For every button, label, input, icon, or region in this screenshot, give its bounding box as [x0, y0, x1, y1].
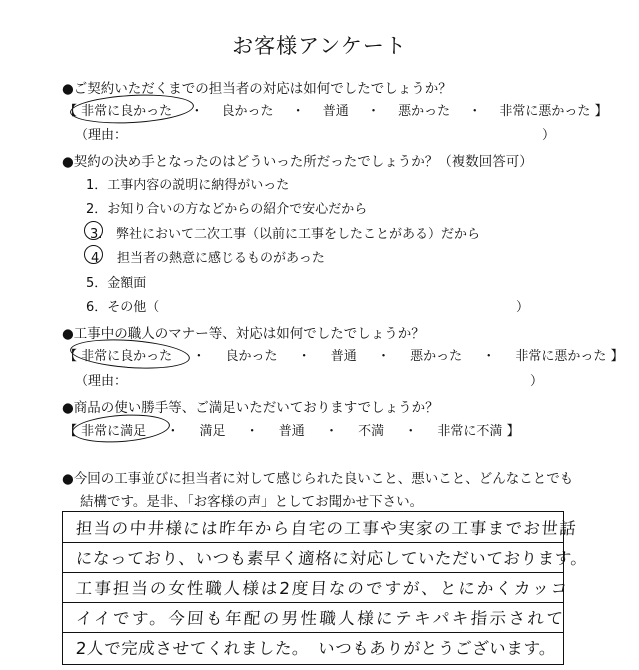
comment-line-3: 工事担当の女性職人様は2度目なのですが、とにかくカッコ	[75, 579, 570, 598]
q3-option-normal: 普通	[330, 349, 357, 364]
item-text: その他（	[107, 300, 160, 315]
q4-option-normal: 普通	[278, 424, 305, 439]
bracket-close: 】	[610, 349, 624, 364]
q2-item-3-circle	[84, 221, 103, 240]
item-number: 2．	[86, 202, 108, 217]
q2-item-1	[86, 174, 289, 193]
ruled-line	[63, 542, 563, 543]
q2-item-2	[86, 198, 367, 217]
q1-option-normal: 普通	[322, 104, 349, 119]
q2-item-4-circle	[84, 245, 103, 264]
question-4: ●商品の使い勝手等、ご満足いただいておりますでしょうか？	[62, 400, 439, 416]
item-text: お知り合いの方などからの紹介で安心だから	[107, 202, 368, 217]
question-5-line-1: ●今回の工事並びに担当者に対して感じられた良いこと、悪いこと、どんなことでも	[62, 471, 574, 487]
ruled-line	[63, 572, 563, 573]
bracket-open: 【	[64, 104, 78, 119]
item-text: 金額面	[107, 276, 147, 291]
q2-item-6	[86, 296, 159, 315]
q4-option-very-dissatisfied: 非常に不満	[437, 424, 503, 439]
separator: ・	[166, 424, 180, 439]
bracket-open: 【	[64, 424, 78, 439]
q1-option-bad: 悪かった	[398, 104, 451, 119]
q4-option-satisfied: 満足	[199, 424, 226, 439]
q4-option-dissatisfied: 不満	[358, 424, 385, 439]
separator: ・	[468, 104, 482, 119]
bracket-close: 】	[594, 104, 608, 119]
item-number: 6．	[86, 300, 108, 315]
q4-option-very-satisfied: 非常に満足	[81, 424, 147, 439]
separator: ・	[404, 424, 418, 439]
separator: ・	[482, 349, 496, 364]
q1-reason-label: （理由：	[75, 128, 128, 143]
q1-option-very-good: 非常に良かった	[81, 104, 173, 119]
q2-item-4	[86, 247, 325, 266]
question-3: ●工事中の職人のマナー等、対応は如何でしたでしょうか？	[62, 326, 425, 342]
separator: ・	[366, 104, 380, 119]
q1-option-very-bad: 非常に悪かった	[499, 104, 591, 119]
item-text: 工事内容の説明に納得がいった	[107, 178, 290, 193]
q1-reason-close: ）	[542, 128, 556, 143]
q3-option-bad: 悪かった	[410, 349, 463, 364]
bracket-open: 【	[64, 349, 78, 364]
separator: ・	[376, 349, 390, 364]
separator: ・	[190, 104, 204, 119]
q3-option-very-good: 非常に良かった	[81, 349, 173, 364]
page-title: お客様アンケート	[232, 34, 407, 58]
q3-reason-label: （理由：	[75, 374, 128, 389]
bracket-close: 】	[506, 424, 520, 439]
q3-option-very-bad: 非常に悪かった	[515, 349, 607, 364]
ruled-line	[63, 602, 563, 603]
item-text: 弊社において二次工事（以前に工事をしたことがある）だから	[116, 227, 481, 242]
q2-item-5	[86, 272, 146, 291]
separator: ・	[324, 424, 338, 439]
q3-option-good: 良かった	[225, 349, 278, 364]
separator: ・	[192, 349, 206, 364]
q1-option-good: 良かった	[221, 104, 274, 119]
separator: ・	[245, 424, 259, 439]
comment-line-5: 2人で完成させてくれました。 いつもありがとうございます。	[75, 639, 557, 658]
q3-reason-close: ）	[530, 374, 544, 389]
q4-selection-circle	[71, 412, 171, 446]
question-2: ●契約の決め手となったのはどういった所だったでしょうか？（複数回答可）	[62, 154, 533, 170]
item-number: 1．	[86, 178, 108, 193]
ruled-line	[63, 632, 563, 633]
question-1: ●ご契約いただくまでの担当者の対応は如何でしたでしょうか？	[62, 81, 452, 97]
item-number: 5．	[86, 276, 108, 291]
comment-line-2: になっており、いつも素早く適格に対応していただいております。	[75, 549, 589, 568]
item-text: 担当者の熱意に感じるものがあった	[117, 251, 325, 266]
question-5-line-2: 結構です。是非、「お客様の声」としてお聞かせ下さい。	[80, 494, 424, 510]
comment-line-4: イイです。今回も年配の男性職人様にテキパキ指示されて	[75, 609, 566, 628]
item-number: 4	[91, 251, 100, 266]
separator: ・	[291, 104, 305, 119]
q2-other-close: ）	[516, 300, 530, 315]
separator: ・	[297, 349, 311, 364]
item-number: 3.	[90, 227, 103, 242]
comment-line-1: 担当の中井様には昨年から自宅の工事や実家の工事までお世話	[75, 519, 578, 538]
q2-item-3	[86, 223, 480, 242]
